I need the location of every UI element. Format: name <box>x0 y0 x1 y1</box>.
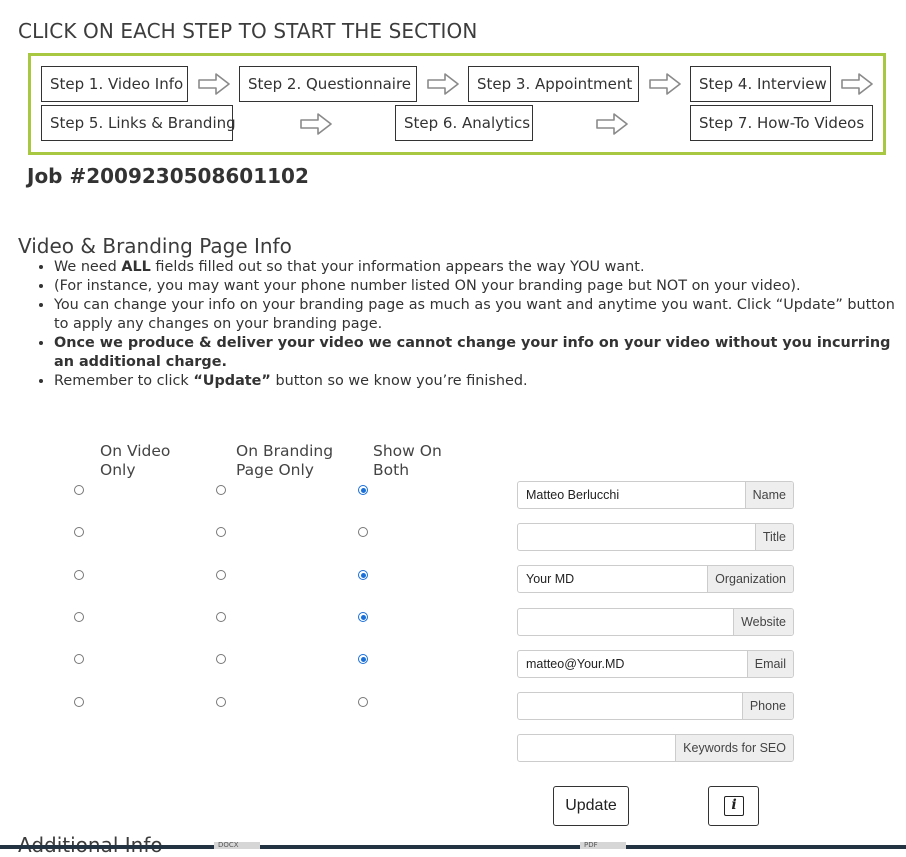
step-3-appointment[interactable]: Step 3. Appointment <box>468 66 639 102</box>
title-field <box>517 523 794 551</box>
phone-branding-only-radio[interactable] <box>216 697 226 707</box>
website-field <box>517 608 794 636</box>
title-both-radio[interactable] <box>358 527 368 537</box>
right-arrow-icon <box>841 73 873 95</box>
keywords-input[interactable] <box>518 735 675 761</box>
organization-branding-only-radio[interactable] <box>216 570 226 580</box>
page-heading: CLICK ON EACH STEP TO START THE SECTION <box>18 19 478 43</box>
bottom-bar <box>0 845 906 849</box>
list-item: • You can change your info on your branding page as much as you want and anytime you want. Click “Update” button to apply any changes on your branding page. <box>54 296 898 334</box>
bottom-tab-pdf: PDF <box>580 842 626 849</box>
organization-field <box>517 565 794 593</box>
list-item: • Remember to click “Update” button so we know you’re finished. <box>54 372 898 391</box>
keywords-field <box>517 734 794 762</box>
phone-video-only-radio[interactable] <box>74 697 84 707</box>
right-arrow-icon <box>198 73 230 95</box>
column-header-branding-only: On Branding Page Only <box>236 442 334 479</box>
update-button[interactable]: Update <box>553 786 629 826</box>
list-item: • We need ALL fields filled out so that your information appears the way YOU want. <box>54 258 898 277</box>
website-label: Website <box>733 609 793 635</box>
title-label: Title <box>755 524 793 550</box>
step-6-analytics[interactable]: Step 6. Analytics <box>395 105 533 141</box>
email-input[interactable]: matteo@Your.MD <box>526 657 625 671</box>
name-field <box>517 481 794 509</box>
step-4-interview[interactable]: Step 4. Interview <box>690 66 831 102</box>
section-title: Video & Branding Page Info <box>18 234 292 258</box>
organization-video-only-radio[interactable] <box>74 570 84 580</box>
email-branding-only-radio[interactable] <box>216 654 226 664</box>
step-1-video-info[interactable]: Step 1. Video Info <box>41 66 188 102</box>
title-input[interactable] <box>518 524 755 550</box>
organization-input[interactable]: Your MD <box>526 572 575 586</box>
info-icon: i <box>724 796 744 816</box>
email-both-radio[interactable] <box>358 654 368 664</box>
name-input[interactable]: Matteo Berlucchi <box>526 488 620 502</box>
website-both-radio[interactable] <box>358 612 368 622</box>
name-branding-only-radio[interactable] <box>216 485 226 495</box>
title-video-only-radio[interactable] <box>74 527 84 537</box>
right-arrow-icon <box>596 113 628 135</box>
right-arrow-icon <box>649 73 681 95</box>
right-arrow-icon <box>427 73 459 95</box>
phone-input[interactable] <box>518 693 742 719</box>
step-5-links-branding[interactable]: Step 5. Links & Branding <box>41 105 233 141</box>
step-2-questionnaire[interactable]: Step 2. Questionnaire <box>239 66 417 102</box>
email-field <box>517 650 794 678</box>
keywords-label: Keywords for SEO <box>675 735 793 761</box>
column-header-show-both: Show On Both <box>373 442 442 479</box>
organization-both-radio[interactable] <box>358 570 368 580</box>
phone-label: Phone <box>742 693 793 719</box>
website-video-only-radio[interactable] <box>74 612 84 622</box>
right-arrow-icon <box>300 113 332 135</box>
phone-both-radio[interactable] <box>358 697 368 707</box>
email-label: Email <box>747 651 793 677</box>
list-item: • (For instance, you may want your phone number listed ON your branding page but NOT on your video). <box>54 277 898 296</box>
website-branding-only-radio[interactable] <box>216 612 226 622</box>
info-button[interactable] <box>708 786 759 826</box>
website-input[interactable] <box>518 609 733 635</box>
organization-label: Organization <box>707 566 793 592</box>
name-video-only-radio[interactable] <box>74 485 84 495</box>
steps-navigation <box>28 53 886 155</box>
title-branding-only-radio[interactable] <box>216 527 226 537</box>
phone-field <box>517 692 794 720</box>
email-video-only-radio[interactable] <box>74 654 84 664</box>
name-both-radio[interactable] <box>358 485 368 495</box>
list-item: • Once we produce & deliver your video we cannot change your info on your video without you incurring an additional charge. <box>54 334 898 372</box>
bottom-tab-docx: DOCX <box>214 842 260 849</box>
name-label: Name <box>745 482 793 508</box>
instructions-list <box>18 258 898 391</box>
job-number: Job #2009230508601102 <box>27 164 309 188</box>
step-7-how-to-videos[interactable]: Step 7. How-To Videos <box>690 105 873 141</box>
column-header-video-only: On Video Only <box>100 442 171 479</box>
